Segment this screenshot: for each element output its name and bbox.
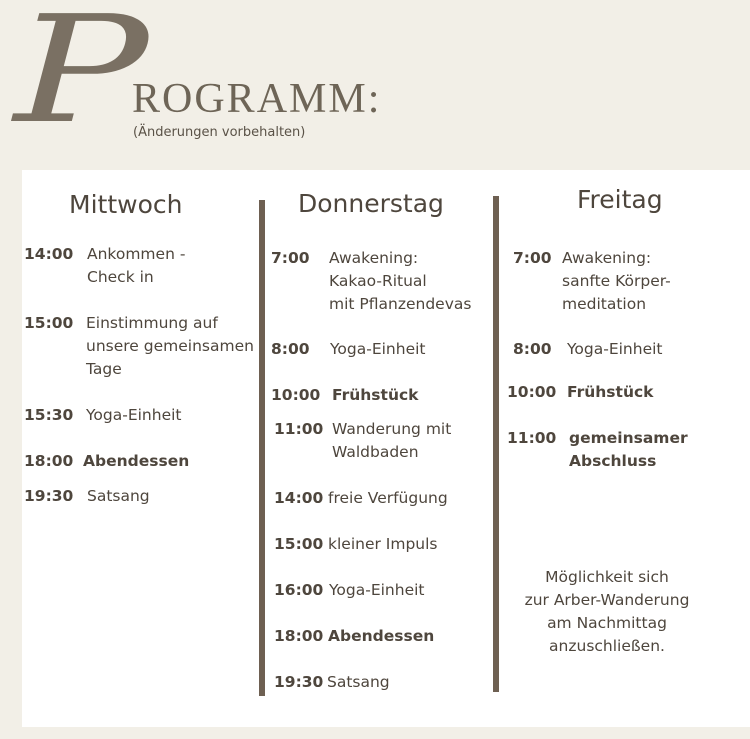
day-heading-wednesday: Mittwoch [69,190,183,219]
item-time: 7:00 [513,249,552,267]
item-text: Wanderung mit Waldbaden [332,420,452,461]
day-heading-thursday: Donnerstag [298,189,444,218]
item-text: Awakening: Kakao-Ritual mit Pflanzendevas [329,249,472,313]
day-heading-friday: Freitag [577,185,663,214]
item-time: 19:30 [274,673,324,691]
item-text: kleiner Impuls [328,535,438,553]
item-time: 7:00 [271,249,310,267]
item-time: 8:00 [513,340,552,358]
item-time: 11:00 [507,429,557,447]
item-text: Abendessen [83,452,190,470]
item-text: gemeinsamer Abschluss [569,429,688,470]
item-time: 18:00 [274,627,324,645]
item-text: Satsang [327,673,390,691]
item-time: 15:00 [274,535,324,553]
item-time: 8:00 [271,340,310,358]
item-text: Frühstück [332,386,419,404]
item-time: 10:00 [507,383,557,401]
item-time: 14:00 [274,489,324,507]
title-initial-flourish: P [14,0,149,156]
item-text: Einstimmung auf unsere gemeinsamen Tage [86,314,254,378]
header [0,0,750,170]
item-text: Yoga-Einheit [330,340,426,358]
schedule-panel [22,170,750,727]
page-subtitle: (Änderungen vorbehalten) [133,125,306,140]
item-text: Yoga-Einheit [329,581,425,599]
item-text: freie Verfügung [328,489,448,507]
item-time: 16:00 [274,581,324,599]
page-title: ROGRAMM: [132,76,382,122]
item-time: 14:00 [24,245,74,263]
item-text: Yoga-Einheit [86,406,182,424]
item-time: 10:00 [271,386,321,404]
item-text: Awakening: sanfte Körper- meditation [562,249,671,313]
item-time: 18:00 [24,452,74,470]
item-time: 19:30 [24,487,74,505]
item-text: Ankommen - Check in [87,245,186,286]
item-text: Satsang [87,487,150,505]
optional-hike-note: Möglichkeit sich zur Arber-Wanderung am Nachmittag anzuschließen. [524,568,690,655]
item-text: Abendessen [328,627,435,645]
item-time: 15:00 [24,314,74,332]
item-time: 15:30 [24,406,74,424]
item-text: Frühstück [567,383,654,401]
item-text: Yoga-Einheit [567,340,663,358]
item-time: 11:00 [274,420,324,438]
